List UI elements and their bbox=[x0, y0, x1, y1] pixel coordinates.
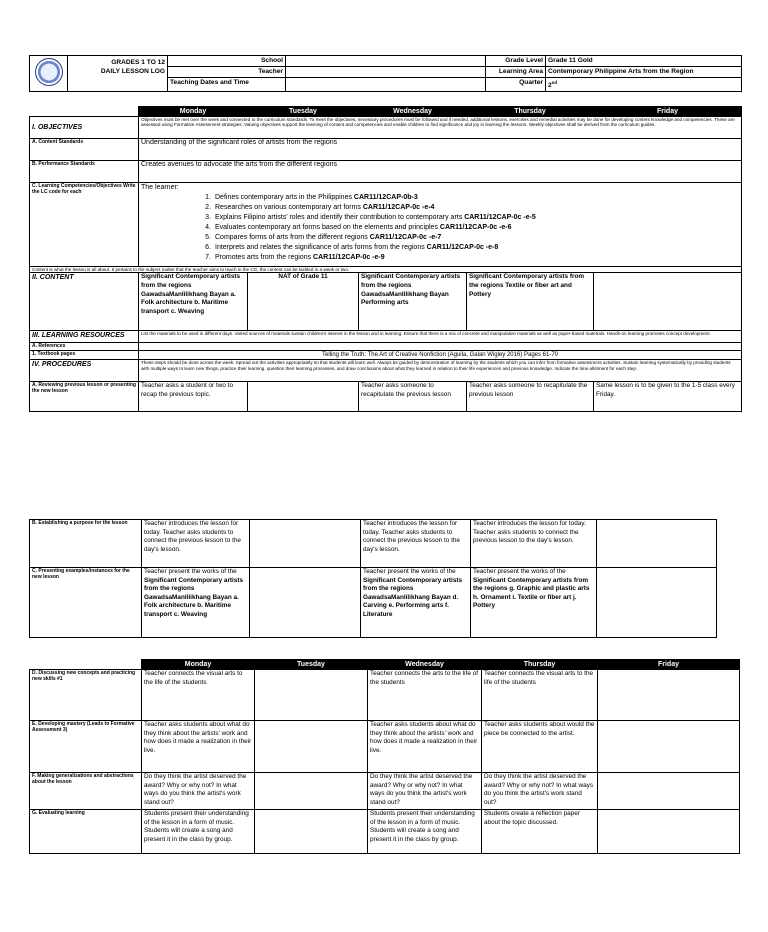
proc-c-tuesday bbox=[250, 568, 361, 638]
proc-e-wednesday: Teacher asks students about what do they think about the artists' work and how does it made a realization in their live. bbox=[368, 721, 482, 773]
proc-g-friday bbox=[598, 810, 740, 854]
day-monday: Monday bbox=[139, 107, 248, 117]
proc-g-label: G. Evaluating learning bbox=[30, 810, 142, 854]
competency-item: 2. Researches on various contemporary art forms CAR11/12CAP-0c -e-4 bbox=[205, 204, 435, 211]
learner-text: The learner: bbox=[141, 184, 179, 191]
proc-f-thursday: Do they think the artist deserved the award? Why or why not? In what ways do you think the artist's work stand out? bbox=[482, 773, 598, 810]
proc-a-monday: Teacher asks a student or two to recap the previous topic. bbox=[139, 382, 248, 412]
proc-c-monday: Teacher present the works of the Significant Contemporary artists from the regions GawadsaManlilikhang Bayan a. Folk architecture b. Maritime transport c. Weaving bbox=[142, 568, 250, 638]
references-value bbox=[139, 343, 742, 351]
day-tuesday-2: Tuesday bbox=[255, 660, 368, 670]
content-note: Content is what the lesson is all about. It pertains to the subject matter that the teacher aims to teach in the CG, the content can be tackled in a week or two. bbox=[30, 267, 742, 273]
proc-g-monday: Students present their understanding of the lesson in a form of music. Students will create a song and present it in the class by group. bbox=[142, 810, 255, 854]
proc-d-monday: Teacher connects the visual arts to the life of the students bbox=[142, 670, 255, 721]
competency-item: 7. Promotes arts from the regions CAR11/12CAP-0c -e-9 bbox=[205, 254, 385, 261]
proc-e-monday: Teacher asks students about what do they think about the artists' work and how does it made a realization in their live. bbox=[142, 721, 255, 773]
proc-b-monday: Teacher introduces the lesson for today. Teacher asks students to connect the previous lesson to the day's lesson. bbox=[142, 520, 250, 568]
proc-d-wednesday: Teacher connects the arts to the life of the students bbox=[368, 670, 482, 721]
grade-level-value: Grade 11 Gold bbox=[546, 56, 742, 67]
competency-item: 4. Evaluates contemporary art forms based on the elements and principles CAR11/12CAP-0c -e-6 bbox=[205, 224, 512, 231]
proc-c-wednesday: Teacher present the works of the Significant Contemporary artists from the regions GawadsaManlilikhang Bayan d. Carving e. Performing arts f. Literature bbox=[361, 568, 471, 638]
dates-field[interactable] bbox=[286, 78, 486, 92]
content-standards-label: A. Content Standards bbox=[30, 139, 139, 161]
lesson-log-table-3 bbox=[29, 659, 740, 854]
procedures-label: IV. PROCEDURES bbox=[30, 360, 139, 382]
performance-standards-value: Creates avenues to advocate the arts from the different regions bbox=[139, 161, 742, 183]
proc-d-thursday: Teacher connects the visual arts to the life of the students bbox=[482, 670, 598, 721]
learning-area-value: Contemporary Philippine Arts from the Region bbox=[546, 67, 742, 78]
quarter-value: 2nd bbox=[546, 78, 742, 92]
day-thursday-2: Thursday bbox=[482, 660, 598, 670]
competencies-cell bbox=[139, 183, 742, 267]
references-label: A. References bbox=[30, 343, 139, 351]
proc-a-tuesday bbox=[248, 382, 359, 412]
proc-b-friday bbox=[597, 520, 717, 568]
dates-label: Teaching Dates and Time bbox=[168, 78, 286, 92]
content-friday bbox=[594, 273, 742, 331]
proc-g-thursday: Students create a reflection paper about the topic discussed. bbox=[482, 810, 598, 854]
proc-d-friday bbox=[598, 670, 740, 721]
proc-g-tuesday bbox=[255, 810, 368, 854]
title-line-1: GRADES 1 TO 12 bbox=[111, 59, 165, 66]
content-standards-value: Understanding of the significant roles of artists from the regions bbox=[139, 139, 742, 161]
header-table bbox=[29, 55, 742, 92]
proc-f-label: F. Making generalizations and abstractions about the lesson bbox=[30, 773, 142, 810]
competencies-label: C. Learning Competencies/Objectives Write the LC code for each bbox=[30, 183, 139, 267]
quarter-label: Quarter bbox=[486, 78, 546, 92]
day-wednesday-2: Wednesday bbox=[368, 660, 482, 670]
content-tuesday: NAT of Grade 11 bbox=[248, 273, 359, 331]
proc-a-thursday: Teacher asks someone to recapitulate the previous lesson bbox=[467, 382, 594, 412]
proc-a-friday: Same lesson is to be given to the 1-5 class every Friday. bbox=[594, 382, 742, 412]
textbook-value: Telling the Truth: The Art of Creative Nonfiction (Aguila, Galan Wigley 2016) Pages 61-70 bbox=[139, 351, 742, 360]
proc-c-thursday: Teacher present the works of the Significant Contemporary artists from the regions g. Graphic and plastic arts h. Ornament i. Textile or fiber art j. Pottery bbox=[471, 568, 597, 638]
proc-f-wednesday: Do they think the artist deserved the award? Why or why not? In what ways do you think the artist's work stand out? bbox=[368, 773, 482, 810]
proc-g-wednesday: Students present their understanding of the lesson in a form of music. Students will create a song and present it in the class by group. bbox=[368, 810, 482, 854]
proc-e-label: E. Developing mastery (Leads to Formative Assessment 3) bbox=[30, 721, 142, 773]
deped-seal bbox=[30, 56, 68, 92]
lesson-log-table-1 bbox=[29, 106, 742, 412]
day-monday-2: Monday bbox=[142, 660, 255, 670]
day-wednesday: Wednesday bbox=[359, 107, 467, 117]
day-thursday: Thursday bbox=[467, 107, 594, 117]
proc-b-tuesday bbox=[250, 520, 361, 568]
objectives-label: I. OBJECTIVES bbox=[30, 117, 139, 139]
proc-f-friday bbox=[598, 773, 740, 810]
corner-cell bbox=[30, 107, 139, 117]
competency-item: 5. Compares forms of arts from the different regions CAR11/12CAP-0c -e-7 bbox=[205, 234, 442, 241]
content-label: II. CONTENT bbox=[30, 273, 139, 331]
procedures-note: These steps should be done across the week. Spread out the activities appropriately so that students will learn well. Always be guided by demonstration of learning by the students which you can infer from formative assessment activities. Sustain learning systematically by providing students with multiple ways to learn new things, practice their learning, question their learning processes, and draw conclusions about what they learned in relation to their life experiences and previous knowledge. Indicate the time allotment for each step. bbox=[139, 360, 742, 382]
proc-c-friday bbox=[597, 568, 717, 638]
resources-note: List the materials to be used in different days. Varied sources of materials sustain children's interest in the lesson and in learning. Ensure that there is a mix of concrete and manipulative materials as well as paper-based materials. Hands-on learning promotes concept development. bbox=[139, 331, 742, 343]
proc-e-thursday: Teacher asks students about would the piece be connected to the artist. bbox=[482, 721, 598, 773]
proc-e-tuesday bbox=[255, 721, 368, 773]
objectives-note: Objectives must be met over the week and connected to the curriculum standards. To meet the objectives, necessary procedures must be followed and if needed, additional lessons, exercises and remedial activities may be done for developing content knowledge and competencies. These are assessed using Formative Assessment strategies. Valuing objectives support the learning of content and competencies and enable children to find significance and joy in learning the lessons. Weekly objectives shall be derived from the curriculum guides. bbox=[139, 117, 742, 139]
day-tuesday: Tuesday bbox=[248, 107, 359, 117]
proc-d-label: D. Discussing new concepts and practicing new skills #1 bbox=[30, 670, 142, 721]
proc-e-friday bbox=[598, 721, 740, 773]
proc-f-tuesday bbox=[255, 773, 368, 810]
resources-label: III. LEARNING RESOURCES bbox=[30, 331, 139, 343]
proc-d-tuesday bbox=[255, 670, 368, 721]
proc-c-label: C. Presenting examples/instances for the new lesson bbox=[30, 568, 142, 638]
proc-f-monday: Do they think the artist deserved the award? Why or why not? In what ways do you think the artist's work stand out? bbox=[142, 773, 255, 810]
proc-a-wednesday: Teacher asks someone to recapitulate the previous lesson bbox=[359, 382, 467, 412]
lesson-log-table-2 bbox=[29, 519, 717, 638]
title-line-2: DAILY LESSON LOG bbox=[100, 68, 165, 75]
day-friday-2: Friday bbox=[598, 660, 740, 670]
school-label: School bbox=[168, 56, 286, 67]
proc-a-label: A. Reviewing previous lesson or presenting the new lesson bbox=[30, 382, 139, 412]
school-field[interactable] bbox=[286, 56, 486, 67]
content-monday: Significant Contemporary artists from the regions GawadsaManlilikhang Bayan a. Folk architecture b. Maritime transport c. Weaving bbox=[139, 273, 248, 331]
competency-item: 1. Defines contemporary arts in the Philippines CAR11/12CAP-0b-3 bbox=[205, 194, 418, 201]
learning-area-label: Learning Area bbox=[486, 67, 546, 78]
performance-standards-label: B. Performance Standards bbox=[30, 161, 139, 183]
content-thursday: Significant Contemporary artists from the regions Textile or fiber art and Pottery bbox=[467, 273, 594, 331]
competencies-list bbox=[141, 193, 739, 263]
proc-b-thursday: Teacher introduces the lesson for today. Teacher asks students to connect the previous lesson to the day's lesson. bbox=[471, 520, 597, 568]
competency-item: 6. Interprets and relates the significance of arts forms from the regions CAR11/12CAP-0c -e-8 bbox=[205, 244, 499, 251]
textbook-label: 1. Textbook pages bbox=[30, 351, 139, 360]
teacher-field[interactable] bbox=[286, 67, 486, 78]
seal-icon bbox=[35, 58, 63, 86]
teacher-label: Teacher bbox=[168, 67, 286, 78]
competency-item: 3. Explains Filipino artists' roles and identify their contribution to contemporary arts CAR11/12CAP-0c -e-5 bbox=[205, 214, 536, 221]
proc-b-wednesday: Teacher introduces the lesson for today. Teacher asks students to connect the previous lesson to the day's lesson. bbox=[361, 520, 471, 568]
grade-level-label: Grade Level bbox=[486, 56, 546, 67]
day-friday: Friday bbox=[594, 107, 742, 117]
corner-cell-2 bbox=[30, 660, 142, 670]
form-title bbox=[68, 56, 168, 92]
content-wednesday: Significant Contemporary artists from the regions GawadsaManlilikhang Bayan Performing arts bbox=[359, 273, 467, 331]
proc-b-label: B. Establishing a purpose for the lesson bbox=[30, 520, 142, 568]
